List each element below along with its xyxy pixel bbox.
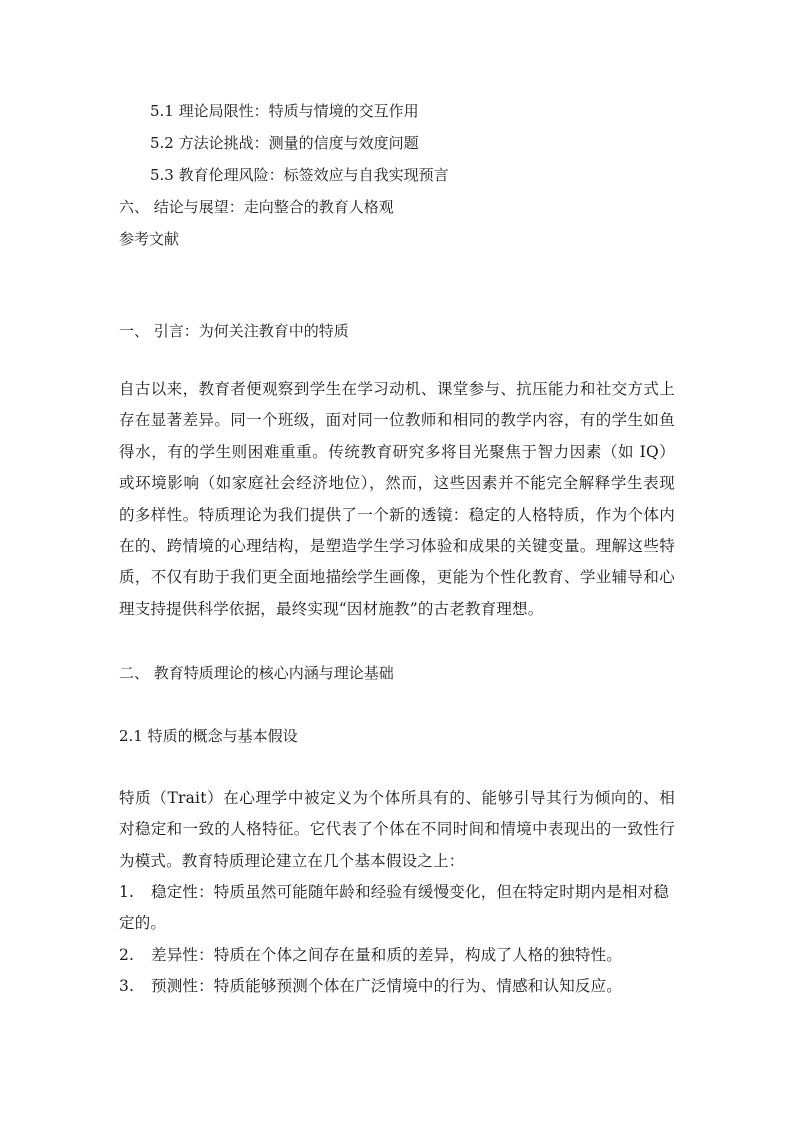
section-1-heading: 一、 引言：为何关注教育中的特质 (119, 322, 349, 340)
section-2-1-paragraph: 特质（Trait）在心理学中被定义为个体所具有的、能够引导其行为倾向的、相对稳定和一致的人格特征。它代表了个体在不同时间和情境中表现出的一致性行为模式。教育特质理论建立在几个基本假设之上： (119, 789, 675, 870)
list-item (119, 971, 675, 1002)
toc-item-section-6: 六、 结论与展望：走向整合的教育人格观 (119, 198, 394, 216)
toc-item-references: 参考文献 (119, 230, 180, 248)
section-1-paragraph: 自古以来，教育者便观察到学生在学习动机、课堂参与、抗压能力和社交方式上存在显著差异。同一个班级，面对同一位教师和相同的教学内容，有的学生如鱼得水，有的学生则困难重重。传统教育研究多将目光聚焦于智力因素（如 IQ）或环境影响（如家庭社会经济地位），然而，这些因素并不能完全解释学生表现的多样性。特质理论为我们提供了一个新的透镜：稳定的人格特质，作为个体内在的、跨情境的心理结构，是塑造学生学习体验和成果的关键变量。理解这些特质，不仅有助于我们更全面地描绘学生画像，更能为个性化教育、学业辅导和心理支持提供科学依据，最终实现“因材施教”的古老教育理想。 (119, 380, 675, 618)
toc-item-5-3: 5.3 教育伦理风险：标签效应与自我实现预言 (150, 166, 449, 184)
toc-item-5-2: 5.2 方法论挑战：测量的信度与效度问题 (150, 134, 419, 152)
list-item-number: 1. (119, 883, 135, 901)
list-item-number: 3. (119, 977, 135, 995)
toc-item-5-1: 5.1 理论局限性：特质与情境的交互作用 (150, 102, 419, 120)
list-item-text: 预测性：特质能够预测个体在广泛情境中的行为、情感和认知反应。 (151, 977, 623, 995)
list-item-text: 差异性：特质在个体之间存在量和质的差异，构成了人格的独特性。 (151, 946, 623, 964)
list-item-number: 2. (119, 946, 135, 964)
list-item-text: 稳定性：特质虽然可能随年龄和经验有缓慢变化，但在特定时期内是相对稳定的。 (119, 883, 670, 933)
list-item (119, 877, 675, 940)
section-2-heading: 二、 教育特质理论的核心内涵与理论基础 (119, 664, 394, 682)
list-item (119, 940, 675, 971)
section-2-1-heading: 2.1 特质的概念与基本假设 (119, 727, 298, 745)
